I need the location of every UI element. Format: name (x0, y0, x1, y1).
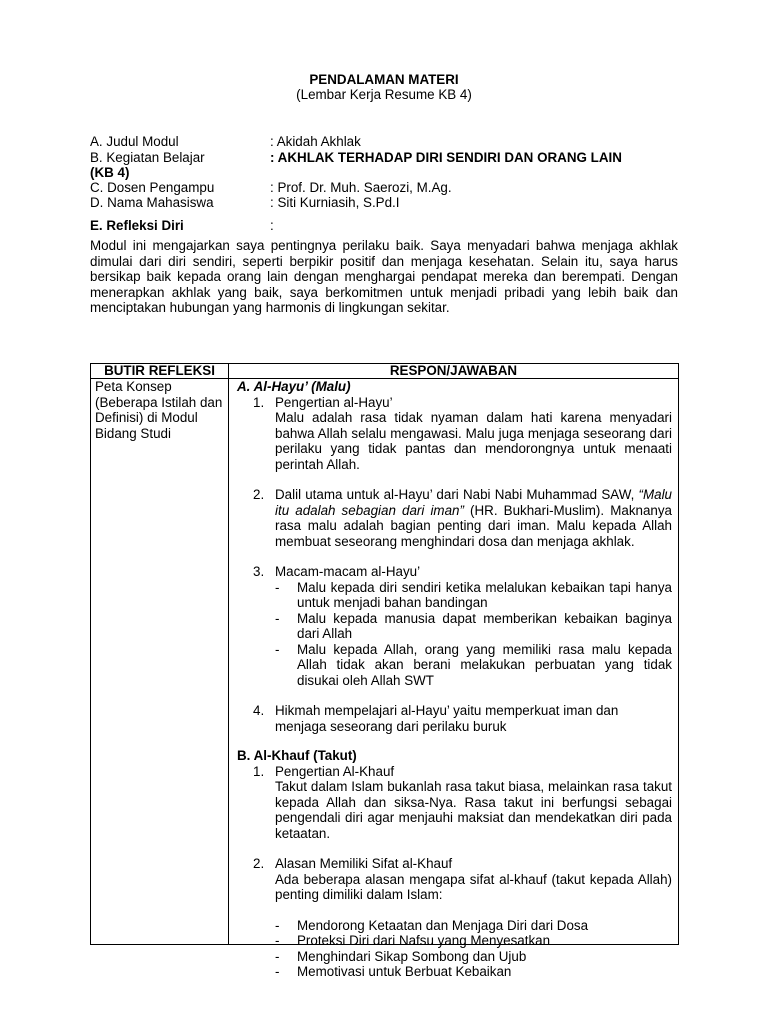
info-value: : Akidah Akhlak (270, 134, 361, 149)
info-label: B. Kegiatan Belajar (90, 150, 205, 165)
butir-text: Peta Konsep (Beberapa Istilah dan Definisi) di Modul Bidang Studi (95, 379, 223, 441)
reflection-table (90, 363, 679, 979)
info-label: C. Dosen Pengampu (90, 180, 215, 195)
reflection-paragraph: Modul ini mengajarkan saya pentingnya perilaku baik. Saya menyadari bahwa menjaga akhlak dimulai dari diri sendiri, seperti berpikir positif dan menjaga kesehatan. Selain itu, saya harus bersikap baik kepada orang lain dengan menghargai pendapat mereka dan berempati. Dengan menerapkan akhlak yang baik, saya berkomitmen untuk menjadi pribadi yang lebih baik dan menciptakan hubungan yang harmonis di lingkungan sekitar. (90, 238, 678, 316)
bullet-item: - Malu kepada Allah, orang yang memiliki rasa malu kepada Allah tidak akan berani melakukan perbuatan yang tidak disukai oleh Allah SWT (275, 641, 672, 688)
info-value: : (270, 218, 274, 233)
item-body: Takut dalam Islam bukanlah rasa takut biasa, melainkan rasa takut kepada Allah dan siksa-Nya. Rasa takut ini berfungsi sebagai pengendali diri agar menjauhi maksiat dan mendekatkan diri pada ketaatan. (275, 779, 672, 841)
info-value: : Prof. Dr. Muh. Saerozi, M.Ag. (270, 180, 452, 195)
list-item: 4. Hikmah mempelajari al-Hayu’ yaitu memperkuat iman dan menjaga seseorang dari perilaku buruk (253, 703, 619, 734)
item-title: Pengertian Al-Khauf (275, 763, 395, 779)
info-label: A. Judul Modul (90, 134, 179, 149)
list-item: 2. Dalil utama untuk al-Hayu’ dari Nabi Nabi Muhammad SAW, “Malu itu adalah sebagian dari iman” (HR. Bukhari-Muslim). Maknanya rasa malu adalah bagian penting dari iman. Malu kepada Allah membuat seseorang menghindari dosa dan menjaga akhlak. (253, 487, 672, 549)
bullet-item: - Malu kepada manusia dapat memberikan kebaikan baginya dari Allah (275, 610, 672, 641)
list-item: 1. Pengertian al-Hayu’ Malu adalah rasa tidak nyaman dalam hati karena menyadari bahwa Allah selalu mengawasi. Malu juga menjaga seseorang dari perilaku yang tidak pantas dan mendorongnya untuk menaati perintah Allah. (253, 394, 672, 472)
list-item: 1. Pengertian Al-Khauf Takut dalam Islam bukanlah rasa takut biasa, melainkan rasa takut kepada Allah dan siksa-Nya. Rasa takut ini berfungsi sebagai pengendali diri agar menjauhi maksiat dan mendekatkan diri pada ketaatan. (253, 763, 672, 841)
bullet-item: - Menghindari Sikap Sombong dan Ujub (275, 948, 527, 964)
bullet-item: - Malu kepada diri sendiri ketika melalukan kebaikan tapi hanya untuk menjadi bahan bandingan (275, 579, 672, 610)
bullet-item: - Proteksi Diri dari Nafsu yang Menyesatkan (275, 933, 551, 948)
table-header-butir: BUTIR REFLEKSI (91, 364, 229, 379)
list-item: 3. Macam-macam al-Hayu’ (237, 564, 672, 580)
item-title: Alasan Memiliki Sifat al-Khauf (275, 856, 453, 871)
info-value: : AKHLAK TERHADAP DIRI SENDIRI DAN ORANG LAIN (270, 150, 622, 165)
item-body: Ada beberapa alasan mengapa sifat al-khauf (takut kepada Allah) penting dimiliki dalam Islam: (275, 871, 672, 902)
section-b-title: B. Al-Khauf (Takut) (237, 748, 357, 763)
item-title: Pengertian al-Hayu’ (275, 394, 393, 410)
info-label: D. Nama Mahasiswa (90, 195, 214, 210)
bullet-item: - Memotivasi untuk Berbuat Kebaikan (275, 964, 512, 979)
info-value: : Siti Kurniasih, S.Pd.I (270, 195, 400, 210)
item-title: Macam-macam al-Hayu’ (275, 564, 421, 579)
table-cell-butir (91, 379, 229, 945)
table-cell-respon (229, 379, 679, 979)
document-subtitle: (Lembar Kerja Resume KB 4) (296, 87, 472, 102)
document-title: PENDALAMAN MATERI (309, 72, 459, 87)
bullet-item: - Mendorong Ketaatan dan Menjaga Diri dari Dosa (275, 917, 589, 933)
list-item: 2. Alasan Memiliki Sifat al-Khauf Ada beberapa alasan mengapa sifat al-khauf (takut kepada Allah) penting dimiliki dalam Islam: (253, 856, 672, 902)
hadith-quote: “Malu itu adalah sebagian dari iman” (275, 487, 672, 518)
section-a-title: A. Al-Hayu’ (Malu) (237, 379, 351, 394)
info-label: E. Refleksi Diri (90, 218, 184, 233)
info-label-continuation: (KB 4) (90, 165, 130, 180)
item-body: Malu adalah rasa tidak nyaman dalam hati karena menyadari bahwa Allah selalu mengawasi. Malu juga menjaga seseorang dari perilaku yang tidak pantas dan mendorongnya untuk menaati perintah Allah. (275, 410, 672, 472)
table-header-respon: RESPON/JAWABAN (229, 364, 679, 379)
